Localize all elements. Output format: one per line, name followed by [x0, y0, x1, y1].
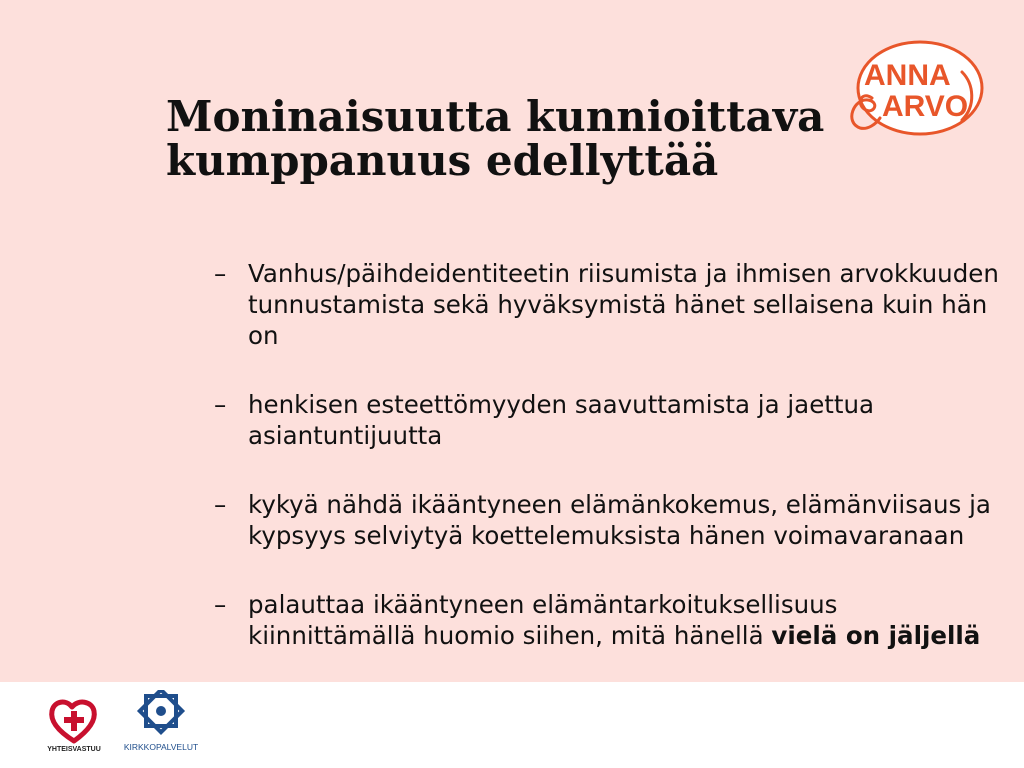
svg-text:YHTEISVASTUU: YHTEISVASTUU — [47, 746, 101, 753]
yhteisvastuu-logo — [40, 695, 108, 755]
kirkkopalvelut-logo — [118, 690, 204, 758]
title-line-1: Moninaisuutta kunnioittava — [166, 92, 825, 141]
bullet-marker: – — [214, 590, 227, 619]
bullet-text: palauttaa ikääntyneen elämäntarkoituksellisuus kiinnittämällä huomio siihen, mitä hänellä — [248, 590, 838, 650]
bullet-marker: – — [214, 490, 227, 519]
svg-text:KIRKKOPALVELUT: KIRKKOPALVELUT — [123, 742, 199, 752]
bullet-list — [212, 258, 1012, 689]
bullet-marker: – — [214, 390, 227, 419]
bullet-text: kykyä nähdä ikääntyneen elämänkokemus, elämänviisaus ja kypsyys selviytyä koettelemuksista hänen voimavaranaan — [248, 490, 991, 550]
slide-title — [166, 92, 866, 185]
bullet-text: henkisen esteettömyyden saavuttamista ja jaettua asiantuntijuutta — [248, 390, 875, 450]
bullet-item — [212, 258, 1012, 351]
bullet-text-emphasis: vielä on jäljellä — [771, 621, 981, 650]
title-line-2: kumppanuus edellyttää — [166, 136, 719, 185]
bullet-text: Vanhus/päihdeidentiteetin riisumista ja ihmisen arvokkuuden tunnustamista sekä hyväksymistä hänet sellaisena kuin hän on — [248, 259, 999, 350]
svg-text:ARVO: ARVO — [882, 90, 969, 123]
bullet-marker: – — [214, 259, 227, 288]
bullet-item — [212, 589, 1012, 651]
bullet-item — [212, 489, 1012, 551]
bullet-item — [212, 389, 1012, 451]
svg-text:ANNA: ANNA — [864, 59, 951, 92]
